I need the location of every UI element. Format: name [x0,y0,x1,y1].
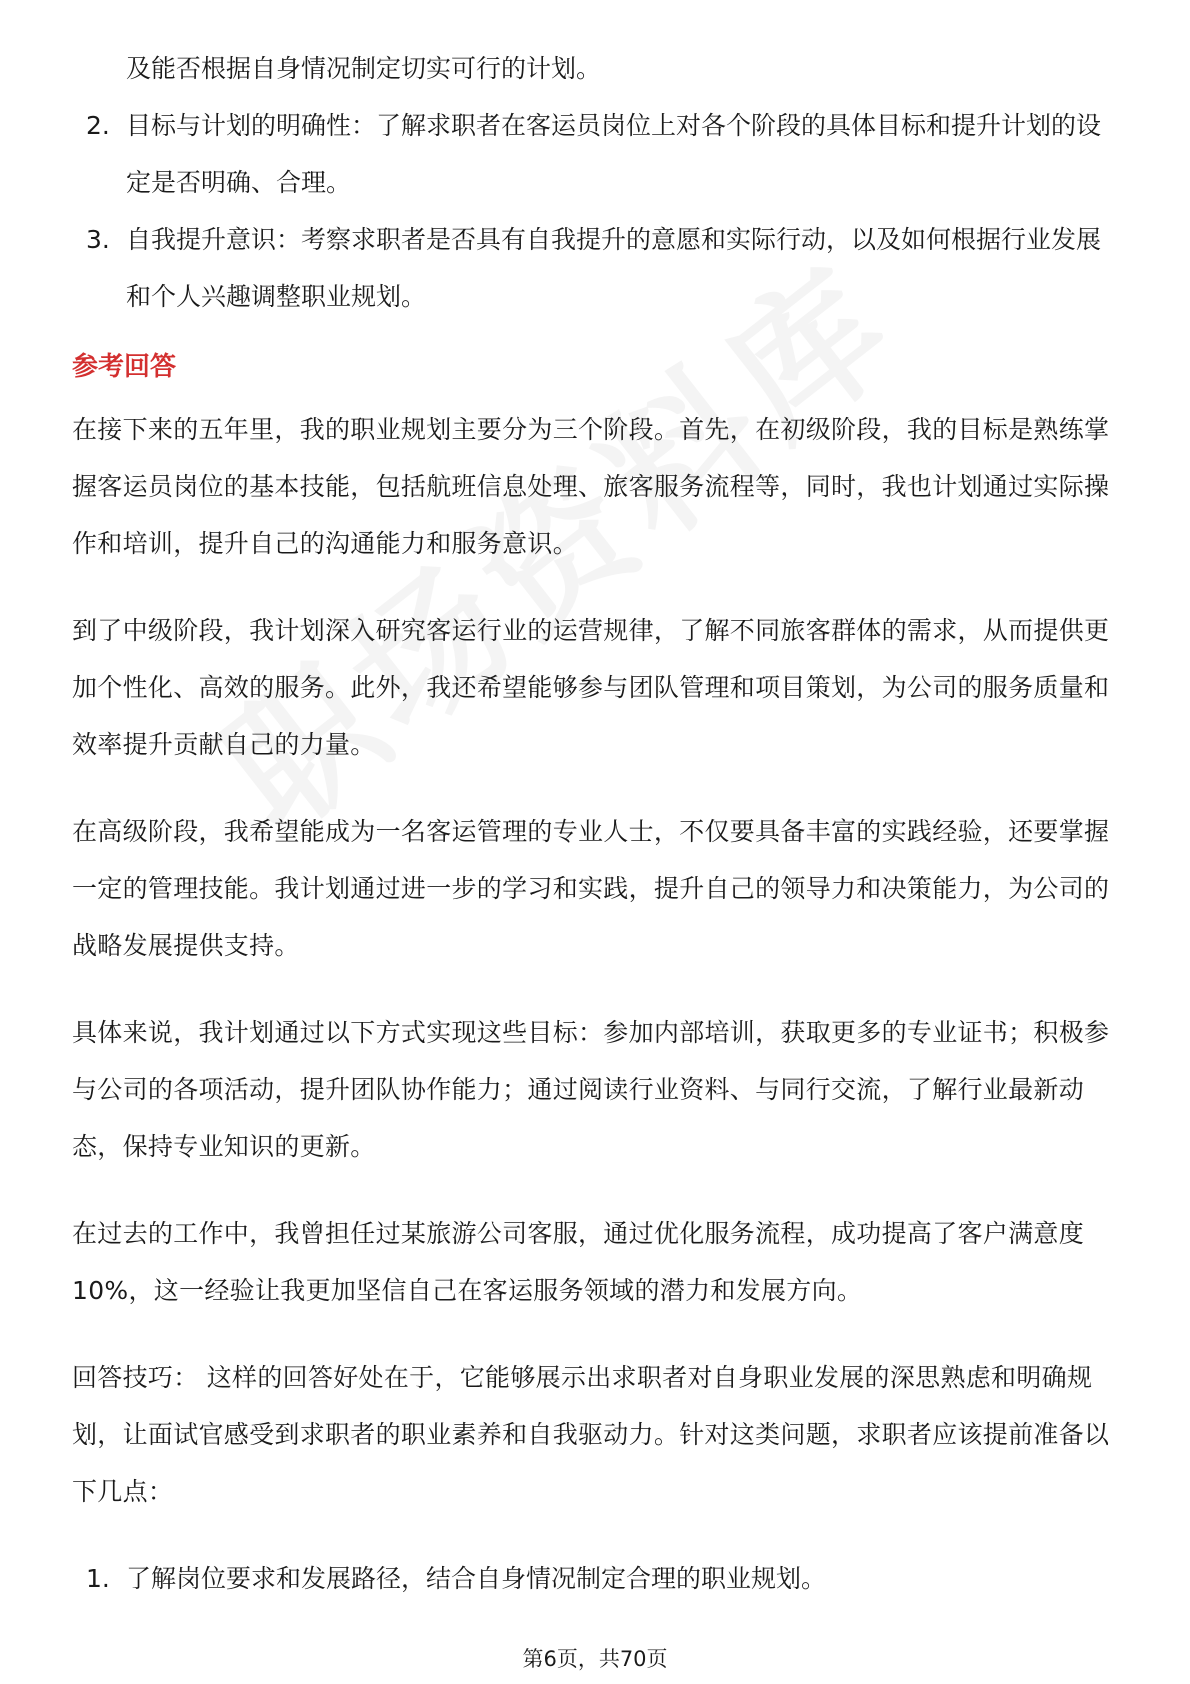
paragraph: 在高级阶段，我希望能成为一名客运管理的专业人士，不仅要具备丰富的实践经验，还要掌握一定的管理技能。我计划通过进一步的学习和实践，提升自己的领导力和决策能力，为公司的战略发展提供支持。 [72,817,1110,960]
list-item-text: 自我提升意识：考察求职者是否具有自我提升的意愿和实际行动，以及如何根据行业发展和个人兴趣调整职业规划。 [126,225,1102,311]
list-number: 1. [86,1564,110,1593]
paragraph: 在过去的工作中，我曾担任过某旅游公司客服，通过优化服务流程，成功提高了客户满意度10%，这一经验让我更加坚信自己在客运服务领域的潜力和发展方向。 [72,1219,1085,1305]
page-footer: 第6页，共70页 [522,1647,668,1671]
paragraph: 具体来说，我计划通过以下方式实现这些目标：参加内部培训，获取更多的专业证书；积极参与公司的各项活动，提升团队协作能力；通过阅读行业资料、与同行交流，了解行业最新动态，保持专业知识的更新。 [72,1018,1110,1161]
paragraph: 到了中级阶段，我计划深入研究客运行业的运营规律，了解不同旅客群体的需求，从而提供更加个性化、高效的服务。此外，我还希望能够参与团队管理和项目策划，为公司的服务质量和效率提升贡献自己的力量。 [72,616,1110,759]
paragraph: 在接下来的五年里，我的职业规划主要分为三个阶段。首先，在初级阶段，我的目标是熟练掌握客运员岗位的基本技能，包括航班信息处理、旅客服务流程等，同时，我也计划通过实际操作和培训，提升自己的沟通能力和服务意识。 [72,415,1110,558]
criteria-list [72,97,1120,325]
list-number: 3. [86,225,110,254]
tips-list [72,1550,1120,1607]
list-item [72,211,1120,325]
list-item-text: 目标与计划的明确性：了解求职者在客运员岗位上对各个阶段的具体目标和提升计划的设定是否明确、合理。 [126,111,1102,197]
document-body [72,40,1120,1607]
list-item-text: 了解岗位要求和发展路径，结合自身情况制定合理的职业规划。 [126,1564,827,1593]
section-heading: 参考回答 [72,352,177,382]
list-item [72,97,1120,211]
paragraph: 回答技巧： 这样的回答好处在于，它能够展示出求职者对自身职业发展的深思熟虑和明确规划，让面试官感受到求职者的职业素养和自我驱动力。针对这类问题，求职者应该提前准备以下几点： [72,1363,1110,1506]
list-item-continuation: 及能否根据自身情况制定切实可行的计划。 [126,54,602,83]
list-item [72,1550,1120,1607]
list-number: 2. [86,111,110,140]
